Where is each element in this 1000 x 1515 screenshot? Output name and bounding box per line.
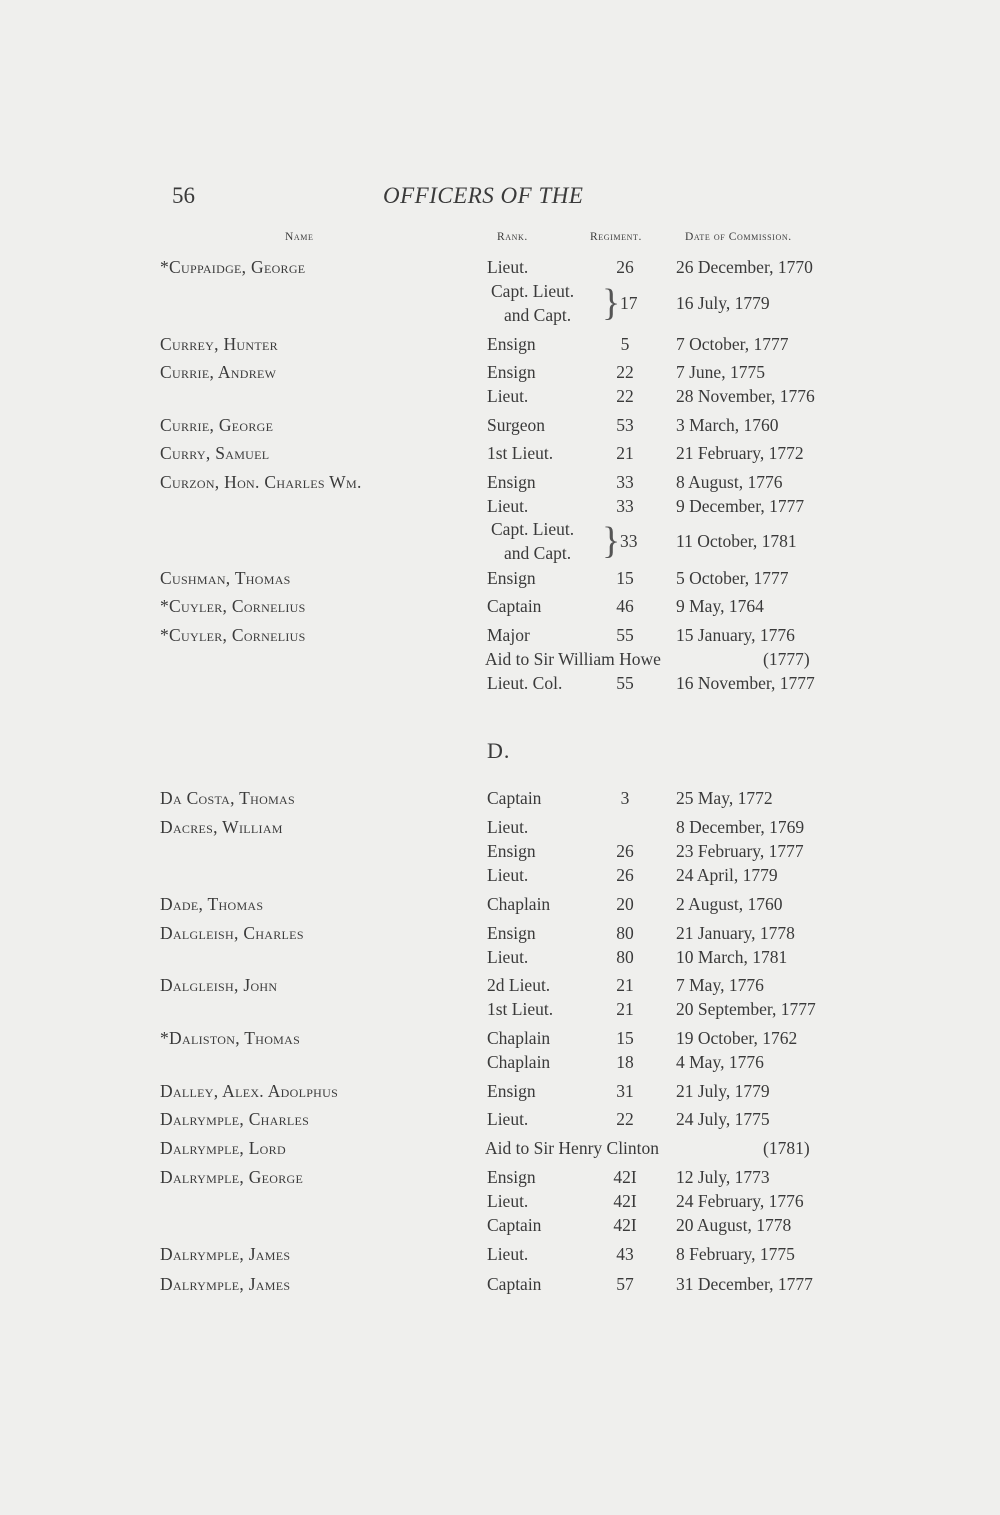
officer-regiment: 57 (616, 1274, 634, 1294)
table-row (0, 1215, 1000, 1241)
officer-name: Da Costa, Thomas (160, 788, 295, 808)
commission-date: 24 February, 1776 (676, 1191, 804, 1211)
table-row (0, 1138, 1000, 1164)
page-title: OFFICERS OF THE (383, 183, 584, 208)
officer-rank: Lieut. (487, 386, 529, 406)
officer-name: *Cuyler, Cornelius (160, 596, 306, 616)
table-row (0, 999, 1000, 1025)
aid-year: (1777) (763, 649, 810, 669)
commission-date: 10 March, 1781 (676, 947, 788, 967)
officer-name: Dalley, Alex. Adolphus (160, 1081, 339, 1101)
officer-regiment: 42I (613, 1167, 637, 1187)
officer-rank: Lieut. (487, 1109, 529, 1129)
officer-name: Dalgleish, John (160, 975, 278, 995)
table-row (0, 865, 1000, 891)
table-row (0, 923, 1000, 949)
aid-year: (1781) (763, 1138, 810, 1158)
officer-regiment: 17 (620, 293, 638, 313)
officer-rank: Captain (487, 788, 542, 808)
officer-rank: Ensign (487, 472, 536, 492)
table-row (0, 788, 1000, 814)
officer-rank: Lieut. (487, 496, 529, 516)
commission-date: 8 February, 1775 (676, 1244, 795, 1264)
brace-icon: } (602, 282, 621, 324)
officer-rank: 2d Lieut. (487, 975, 551, 995)
table-row (0, 1081, 1000, 1107)
commission-date: 16 November, 1777 (676, 673, 815, 693)
commission-date: 20 August, 1778 (676, 1215, 792, 1235)
officer-regiment: 15 (616, 1028, 634, 1048)
table-row (0, 625, 1000, 651)
officer-regiment: 33 (620, 531, 638, 551)
table-row (0, 386, 1000, 412)
officer-regiment: 33 (616, 496, 634, 516)
officer-name: Dalrymple, James (160, 1274, 291, 1294)
commission-date: 26 December, 1770 (676, 257, 813, 277)
officer-rank: Ensign (487, 362, 536, 382)
commission-date: 11 October, 1781 (676, 531, 797, 551)
aid-appointment: Aid to Sir William Howe (485, 649, 661, 669)
commission-date: 16 July, 1779 (676, 293, 770, 313)
officer-rank-line2: and Capt. (504, 305, 572, 325)
commission-date: 7 October, 1777 (676, 334, 789, 354)
page-number: 56 (172, 183, 195, 208)
commission-date: 23 February, 1777 (676, 841, 804, 861)
officer-rank: 1st Lieut. (487, 999, 554, 1019)
brace-icon: } (602, 520, 621, 562)
table-row (0, 1028, 1000, 1054)
officer-regiment: 80 (616, 947, 634, 967)
officer-rank: Captain (487, 1215, 542, 1235)
commission-date: 4 May, 1776 (676, 1052, 764, 1072)
officer-rank: Ensign (487, 1081, 536, 1101)
table-row (0, 1274, 1000, 1300)
commission-date: 12 July, 1773 (676, 1167, 770, 1187)
table-row (0, 362, 1000, 388)
officer-rank: Lieut. Col. (487, 673, 563, 693)
commission-date: 20 September, 1777 (676, 999, 816, 1019)
officer-regiment: 33 (616, 472, 634, 492)
officer-regiment: 22 (616, 362, 634, 382)
commission-date: 3 March, 1760 (676, 415, 779, 435)
officer-name: *Cuyler, Cornelius (160, 625, 306, 645)
commission-date: 9 May, 1764 (676, 596, 764, 616)
officer-rank: 1st Lieut. (487, 443, 554, 463)
header-name: Name (285, 231, 314, 243)
table-row (0, 281, 1000, 333)
officer-name: *Daliston, Thomas (160, 1028, 301, 1048)
officer-rank: Ensign (487, 1167, 536, 1187)
commission-date: 7 May, 1776 (676, 975, 764, 995)
officer-name: Currie, Andrew (160, 362, 277, 382)
commission-date: 19 October, 1762 (676, 1028, 798, 1048)
officer-regiment: 5 (620, 334, 630, 354)
officer-name: Curry, Samuel (160, 443, 270, 463)
table-row (0, 1167, 1000, 1193)
commission-date: 15 January, 1776 (676, 625, 795, 645)
officer-rank: Ensign (487, 334, 536, 354)
commission-date: 8 August, 1776 (676, 472, 783, 492)
officer-regiment: 21 (616, 999, 634, 1019)
officer-name: *Cuppaidge, George (160, 257, 306, 277)
officer-name: Dacres, William (160, 817, 283, 837)
commission-date: 2 August, 1760 (676, 894, 783, 914)
officer-regiment: 26 (616, 257, 634, 277)
table-row (0, 894, 1000, 920)
officer-regiment: 26 (616, 841, 634, 861)
officer-name: Currey, Hunter (160, 334, 278, 354)
table-row (0, 1244, 1000, 1270)
officer-regiment: 22 (616, 386, 634, 406)
officer-rank: Lieut. (487, 947, 529, 967)
commission-date: 25 May, 1772 (676, 788, 773, 808)
officer-regiment: 55 (616, 673, 634, 693)
table-row (0, 1109, 1000, 1135)
officer-rank: Lieut. (487, 865, 529, 885)
officer-name: Dalrymple, Charles (160, 1109, 310, 1129)
officer-rank: Chaplain (487, 894, 551, 914)
officer-rank: Captain (487, 596, 542, 616)
aid-appointment: Aid to Sir Henry Clinton (485, 1138, 660, 1158)
officer-regiment: 18 (616, 1052, 634, 1072)
officer-regiment: 15 (616, 568, 634, 588)
commission-date: 7 June, 1775 (676, 362, 765, 382)
officer-regiment: 22 (616, 1109, 634, 1129)
commission-date: 8 December, 1769 (676, 817, 805, 837)
header-regiment: Regiment. (590, 231, 642, 243)
table-row (0, 472, 1000, 498)
officer-name: Dalrymple, Lord (160, 1138, 286, 1158)
commission-date: 9 December, 1777 (676, 496, 805, 516)
section-letter: D. (487, 738, 511, 763)
officer-regiment: 42I (613, 1215, 637, 1235)
table-row (0, 841, 1000, 867)
officer-regiment: 46 (616, 596, 634, 616)
officer-rank: Ensign (487, 841, 536, 861)
officer-rank: Chaplain (487, 1028, 551, 1048)
commission-date: 31 December, 1777 (676, 1274, 813, 1294)
table-row (0, 947, 1000, 973)
officer-rank: Ensign (487, 923, 536, 943)
table-row (0, 1191, 1000, 1217)
officer-rank: Ensign (487, 568, 536, 588)
officer-rank: Lieut. (487, 817, 529, 837)
commission-date: 21 July, 1779 (676, 1081, 770, 1101)
table-row (0, 975, 1000, 1001)
commission-date: 24 July, 1775 (676, 1109, 770, 1129)
table-row (0, 415, 1000, 441)
officer-regiment: 20 (616, 894, 634, 914)
officer-rank-line1: Capt. Lieut. (491, 519, 575, 539)
officer-rank-line1: Capt. Lieut. (491, 281, 575, 301)
officer-regiment: 80 (616, 923, 634, 943)
officer-rank: Lieut. (487, 1191, 529, 1211)
officer-regiment: 31 (616, 1081, 634, 1101)
officer-regiment: 21 (616, 975, 634, 995)
commission-date: 5 October, 1777 (676, 568, 789, 588)
header-date: Date of Commission. (685, 231, 792, 243)
officer-regiment: 42I (613, 1191, 637, 1211)
officer-name: Cushman, Thomas (160, 568, 291, 588)
commission-date: 21 January, 1778 (676, 923, 795, 943)
header-rank: Rank. (497, 231, 528, 243)
officer-name: Dalgleish, Charles (160, 923, 304, 943)
table-row (0, 1052, 1000, 1078)
officer-regiment: 55 (616, 625, 634, 645)
officer-rank: Captain (487, 1274, 542, 1294)
table-row (0, 649, 1000, 675)
officer-regiment: 26 (616, 865, 634, 885)
officer-rank: Surgeon (487, 415, 546, 435)
officer-rank-line2: and Capt. (504, 543, 572, 563)
table-row (0, 673, 1000, 699)
officer-rank: Major (487, 625, 530, 645)
officer-name: Curzon, Hon. Charles Wm. (160, 472, 362, 492)
officer-name: Currie, George (160, 415, 274, 435)
commission-date: 21 February, 1772 (676, 443, 804, 463)
officer-rank: Chaplain (487, 1052, 551, 1072)
table-row (0, 568, 1000, 594)
table-row (0, 443, 1000, 469)
table-row (0, 257, 1000, 283)
officer-regiment: 53 (616, 415, 634, 435)
table-row (0, 596, 1000, 622)
officer-rank: Lieut. (487, 257, 529, 277)
officer-name: Dalrymple, James (160, 1244, 291, 1264)
officer-regiment: 43 (616, 1244, 634, 1264)
table-row (0, 817, 1000, 843)
officer-regiment: 3 (620, 788, 630, 808)
table-row (0, 519, 1000, 571)
officer-name: Dalrymple, George (160, 1167, 304, 1187)
table-row (0, 334, 1000, 360)
officer-regiment: 21 (616, 443, 634, 463)
commission-date: 24 April, 1779 (676, 865, 778, 885)
commission-date: 28 November, 1776 (676, 386, 815, 406)
officer-name: Dade, Thomas (160, 894, 264, 914)
officer-rank: Lieut. (487, 1244, 529, 1264)
